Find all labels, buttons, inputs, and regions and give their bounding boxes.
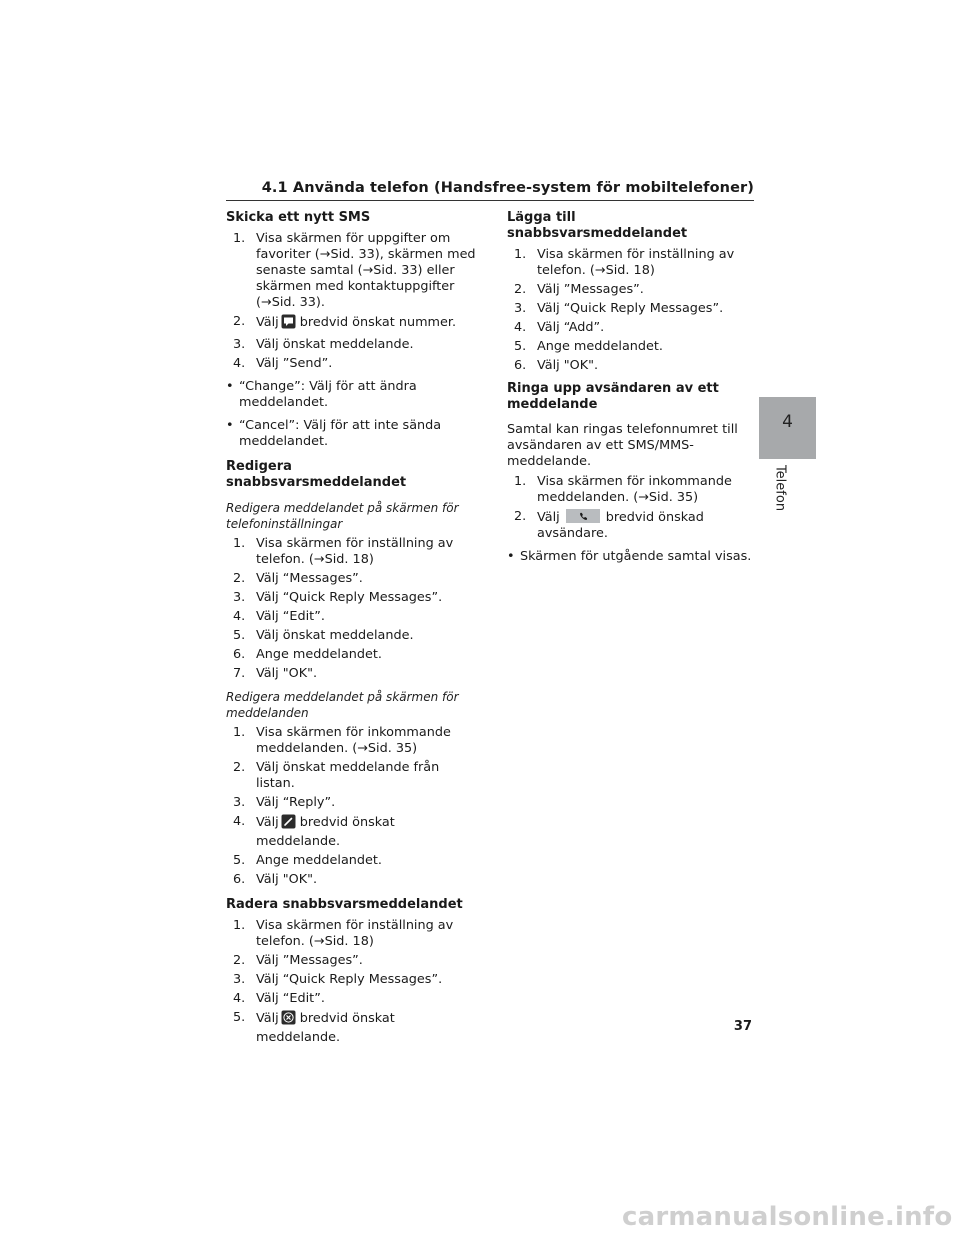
step-text: Ange meddelandet. xyxy=(256,853,382,868)
step-text: Välj önskat meddelande från listan. xyxy=(256,760,440,791)
right-column xyxy=(507,210,757,568)
step-text: Visa skärmen för inställning av telefon. (→Sid. 18) xyxy=(537,247,735,278)
step-text: Välj ”Messages”. xyxy=(256,953,363,968)
list-item xyxy=(233,647,476,663)
step-number: 5. xyxy=(233,1010,246,1025)
bullet-item xyxy=(226,379,476,411)
step-text-pre: Välj xyxy=(537,510,560,525)
step-text: Välj önskat meddelande. xyxy=(256,628,414,643)
step-text-pre: Välj xyxy=(256,315,279,330)
step-text: Välj ”Send”. xyxy=(256,356,333,371)
list-item xyxy=(514,509,757,542)
step-text: Visa skärmen för inställning av telefon. (→Sid. 18) xyxy=(256,536,454,567)
section-header: 4.1 Använda telefon (Handsfree-system för mobiltelefoner) xyxy=(261,180,754,196)
step-number: 1. xyxy=(233,231,246,246)
list-item xyxy=(233,666,476,682)
step-text-pre: Välj xyxy=(256,815,279,830)
step-text: Välj “Reply”. xyxy=(256,795,336,810)
step-text-post: bredvid önskad avsändare. xyxy=(537,510,704,541)
list-item xyxy=(233,853,476,869)
step-text-post: bredvid önskat nummer. xyxy=(299,315,457,330)
step-number: 1. xyxy=(514,474,527,489)
list-item xyxy=(233,590,476,606)
list-item xyxy=(233,231,476,311)
subheading-phone-settings: Redigera meddelandet på skärmen för telefoninställningar xyxy=(226,501,459,531)
step-number: 3. xyxy=(233,590,246,605)
step-number: 5. xyxy=(514,339,527,354)
step-text: Visa skärmen för inkommande meddelanden. (→Sid. 35) xyxy=(537,474,732,505)
list-item xyxy=(233,337,476,353)
step-number: 6. xyxy=(233,647,246,662)
step-text: Välj "OK". xyxy=(256,872,318,887)
step-text-pre: Välj xyxy=(256,1011,279,1026)
delete-x-icon xyxy=(281,1010,296,1030)
subheading-messages: Redigera meddelandet på skärmen för meddelanden xyxy=(226,690,459,720)
step-number: 2. xyxy=(233,571,246,586)
step-number: 3. xyxy=(233,337,246,352)
list-item xyxy=(233,795,476,811)
section-title-edit: Redigera snabbsvarsmeddelandet xyxy=(226,459,407,490)
chapter-label xyxy=(771,463,789,513)
step-number: 4. xyxy=(233,609,246,624)
list-item xyxy=(233,1010,476,1046)
section-title-call-sender: Ringa upp avsändaren av ett meddelande xyxy=(507,381,719,412)
left-column xyxy=(226,210,476,1049)
list-item xyxy=(514,320,757,336)
step-number: 1. xyxy=(514,247,527,262)
step-number: 7. xyxy=(233,666,246,681)
list-item xyxy=(233,760,476,792)
step-number: 4. xyxy=(233,814,246,829)
step-number: 6. xyxy=(514,358,527,373)
step-number: 5. xyxy=(233,853,246,868)
list-item xyxy=(233,536,476,568)
step-text: Välj “Add”. xyxy=(537,320,605,335)
list-item xyxy=(233,628,476,644)
bullet-dot: • xyxy=(226,418,234,433)
step-number: 4. xyxy=(233,356,246,371)
section-title-send-sms: Skicka ett nytt SMS xyxy=(226,210,371,225)
step-text-post: bredvid önskat meddelande. xyxy=(256,815,395,849)
step-text: Välj “Messages”. xyxy=(256,571,363,586)
step-number: 4. xyxy=(514,320,527,335)
step-text: Välj “Quick Reply Messages”. xyxy=(256,590,443,605)
step-text: Välj “Edit”. xyxy=(256,609,325,624)
step-number: 5. xyxy=(233,628,246,643)
list-item xyxy=(514,282,757,298)
list-item xyxy=(233,991,476,1007)
step-text: Välj "OK". xyxy=(256,666,318,681)
step-text: Välj ”Messages”. xyxy=(537,282,644,297)
list-item xyxy=(233,814,476,850)
step-number: 3. xyxy=(233,795,246,810)
bullet-text: Skärmen för utgående samtal visas. xyxy=(520,549,752,564)
step-text: Välj “Edit”. xyxy=(256,991,325,1006)
bullet-item xyxy=(507,549,757,565)
list-item xyxy=(514,301,757,317)
step-text: Ange meddelandet. xyxy=(256,647,382,662)
list-item xyxy=(514,474,757,506)
step-number: 1. xyxy=(233,725,246,740)
step-number: 2. xyxy=(233,760,246,775)
list-item xyxy=(233,953,476,969)
list-item xyxy=(233,918,476,950)
list-item xyxy=(233,972,476,988)
step-text: Välj önskat meddelande. xyxy=(256,337,414,352)
phone-icon xyxy=(566,509,600,523)
pencil-icon xyxy=(281,814,296,834)
list-item xyxy=(233,872,476,888)
step-number: 2. xyxy=(514,509,527,524)
step-number: 3. xyxy=(514,301,527,316)
header-rule xyxy=(226,200,754,201)
bullet-dot: • xyxy=(226,379,234,394)
list-item xyxy=(514,358,757,374)
chapter-label-text: Telefon xyxy=(772,464,788,512)
bullet-text: “Cancel”: Välj för att inte sända meddelandet. xyxy=(239,418,442,449)
paragraph: Samtal kan ringas telefonnumret till avsändaren av ett SMS/MMS-meddelande. xyxy=(507,422,738,469)
step-number: 1. xyxy=(233,918,246,933)
bullet-text: “Change”: Välj för att ändra meddelandet. xyxy=(239,379,417,410)
section-title-delete: Radera snabbsvarsmeddelandet xyxy=(226,897,463,912)
chapter-number: 4 xyxy=(782,412,793,432)
list-item xyxy=(514,247,757,279)
step-number: 6. xyxy=(233,872,246,887)
step-text: Välj "OK". xyxy=(537,358,599,373)
step-number: 3. xyxy=(233,972,246,987)
page-number: 37 xyxy=(733,1019,752,1034)
step-text: Välj “Quick Reply Messages”. xyxy=(537,301,724,316)
step-text: Visa skärmen för inkommande meddelanden. (→Sid. 35) xyxy=(256,725,451,756)
list-item xyxy=(514,339,757,355)
step-number: 2. xyxy=(233,953,246,968)
bullet-item xyxy=(226,418,476,450)
list-item xyxy=(233,725,476,757)
step-number: 2. xyxy=(514,282,527,297)
step-text: Ange meddelandet. xyxy=(537,339,663,354)
section-title-add: Lägga till snabbsvarsmeddelandet xyxy=(507,210,688,241)
bullet-dot: • xyxy=(507,549,515,564)
step-number: 2. xyxy=(233,314,246,329)
list-item xyxy=(233,609,476,625)
step-number: 4. xyxy=(233,991,246,1006)
watermark: carmanualsonline.info xyxy=(622,1202,953,1232)
step-text: Välj “Quick Reply Messages”. xyxy=(256,972,443,987)
step-text: Visa skärmen för inställning av telefon. (→Sid. 18) xyxy=(256,918,454,949)
message-icon xyxy=(281,314,296,334)
step-text: Visa skärmen för uppgifter om favoriter (→Sid. 33), skärmen med senaste samtal (→Sid. 33) eller skärmen med kontaktuppgifter (→Sid. 33). xyxy=(256,231,476,310)
list-item xyxy=(233,314,476,334)
step-number: 1. xyxy=(233,536,246,551)
list-item xyxy=(233,356,476,372)
step-text-post: bredvid önskat meddelande. xyxy=(256,1011,395,1045)
list-item xyxy=(233,571,476,587)
